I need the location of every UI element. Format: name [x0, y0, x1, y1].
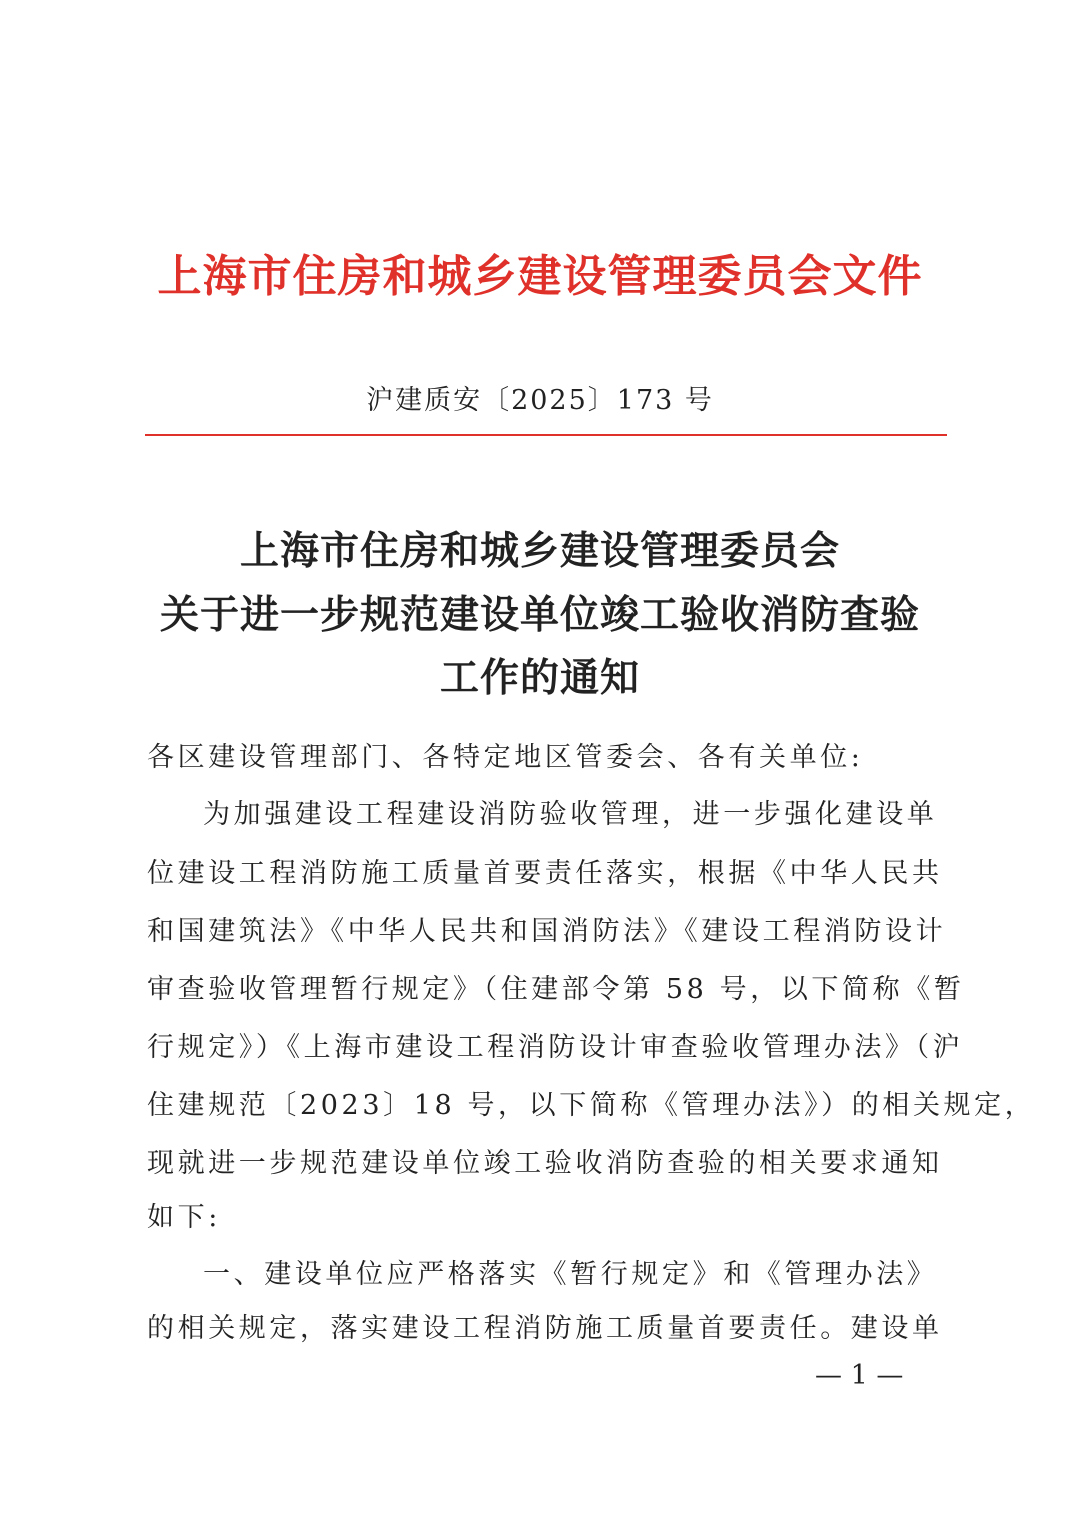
paragraph-1-line: 位建设工程消防施工质量首要责任落实，根据《中华人民共	[147, 858, 943, 889]
paragraph-1-line: 住建规范〔2023〕18 号，以下简称《管理办法》）的相关规定，	[147, 1090, 1036, 1121]
paragraph-1-line: 审查验收管理暂行规定》（住建部令第 58 号，以下简称《暂	[147, 974, 965, 1005]
document-number: 沪建质安〔2025〕173 号	[366, 385, 714, 416]
notice-title-line-1: 上海市住房和城乡建设管理委员会	[239, 528, 840, 574]
notice-title-line-3: 工作的通知	[439, 655, 640, 701]
paragraph-2-line: 的相关规定，落实建设工程消防施工质量首要责任。建设单	[147, 1313, 943, 1344]
page-number: — 1 —	[815, 1360, 904, 1391]
addressee: 各区建设管理部门、各特定地区管委会、各有关单位:	[147, 742, 864, 773]
paragraph-1-line: 行规定》）《上海市建设工程消防设计审查验收管理办法》（沪	[147, 1032, 964, 1063]
paragraph-1-line: 现就进一步规范建设单位竣工验收消防查验的相关要求通知	[147, 1148, 943, 1179]
paragraph-1-line: 和国建筑法》《中华人民共和国消防法》《建设工程消防设计	[147, 916, 947, 947]
paragraph-1-line: 如下:	[147, 1202, 221, 1233]
paragraph-1-line: 为加强建设工程建设消防验收管理，进一步强化建设单	[203, 799, 938, 830]
red-divider-line	[145, 434, 947, 436]
paragraph-2-line: 一、建设单位应严格落实《暂行规定》和《管理办法》	[203, 1259, 938, 1290]
issuer-banner: 上海市住房和城乡建设管理委员会文件	[157, 251, 923, 302]
notice-title-line-2: 关于进一步规范建设单位竣工验收消防查验	[159, 592, 920, 638]
